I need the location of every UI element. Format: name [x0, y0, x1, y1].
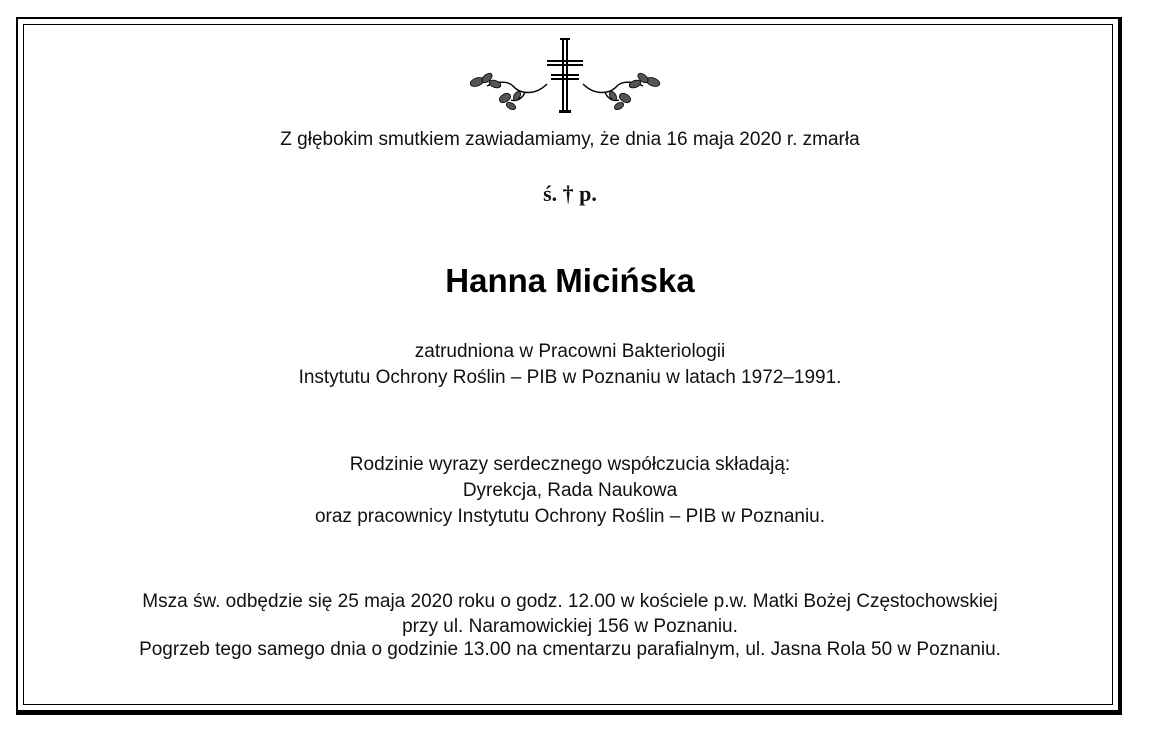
condolence-line: oraz pracownicy Instytutu Ochrony Roślin – PIB w Poznaniu. [314, 506, 826, 527]
condolence-line: Rodzinie wyrazy serdecznego współczucia składają: [349, 454, 791, 475]
condolence-line: Dyrekcja, Rada Naukowa [462, 480, 678, 501]
funeral-info-line: Msza św. odbędzie się 25 maja 2020 roku o godz. 12.00 w kościele p.w. Matki Bożej Częstochowskiej [142, 591, 998, 612]
deceased-name: Hanna Micińska [445, 262, 695, 299]
stp-abbreviation: ś. † p. [543, 181, 597, 206]
employment-line: zatrudniona w Pracowni Bakteriologii [414, 341, 726, 362]
funeral-info-line: przy ul. Naramowickiej 156 w Poznaniu. [402, 616, 738, 637]
intro-text: Z głębokim smutkiem zawiadamiamy, że dnia 16 maja 2020 r. zmarła [280, 129, 860, 150]
funeral-info-line: Pogrzeb tego samego dnia o godzinie 13.00 na cmentarzu parafialnym, ul. Jasna Rola 50 w Poznaniu. [139, 639, 1001, 660]
employment-line: Instytutu Ochrony Roślin – PIB w Poznaniu w latach 1972–1991. [298, 367, 842, 388]
cross-with-leaves-icon [465, 36, 665, 116]
